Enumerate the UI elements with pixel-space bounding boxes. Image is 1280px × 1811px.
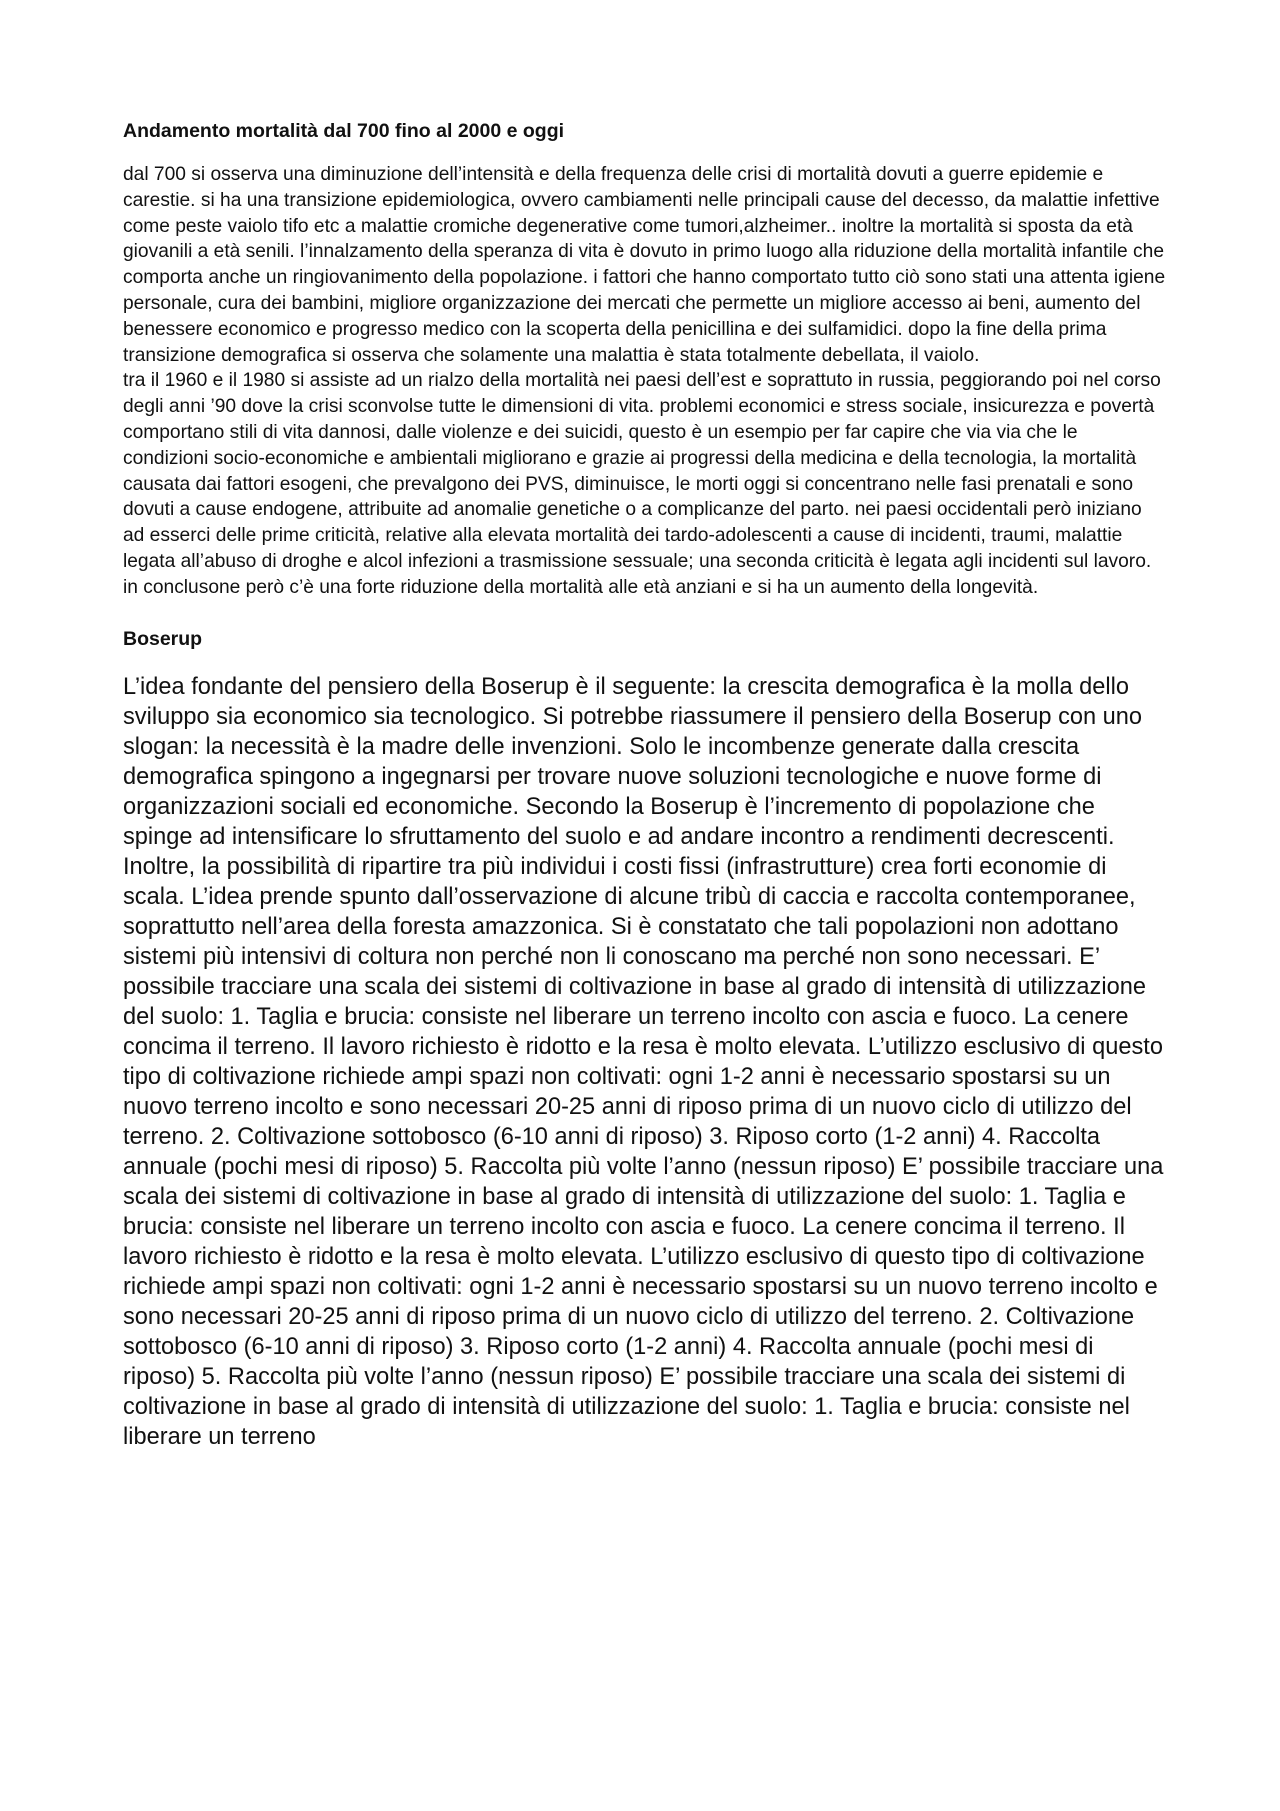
section-title-boserup: Boserup (123, 627, 203, 650)
paragraph-boserup-1: L’idea fondante del pensiero della Boserup è il seguente: la crescita demografica è la molla dello sviluppo sia economico sia tecnologico. Si potrebbe riassumere il pensiero della Boserup con uno slogan: la necessità è la madre delle invenzioni. Solo le incombenze generate dalla crescita demografica spingono a ingegnarsi per trovare nuove soluzioni tecnologiche e nuove forme di organizzazioni sociali ed economiche. Secondo la Boserup è l’incremento di popolazione che spinge ad intensificare lo sfruttamento del suolo e ad andare incontro a rendimenti decrescenti. Inoltre, la possibilità di ripartire tra più individui i costi fissi (infrastrutture) crea forti economie di scala. L’idea prende spunto dall’osservazione di alcune tribù di caccia e raccolta contemporanee, soprattutto nell’area della foresta amazzonica. Si è constatato che tali popolazioni non adottano sistemi più intensivi di coltura non perché non li conoscano ma perché non sono necessari. E’ possibile tracciare una scala dei sistemi di coltivazione in base al grado di intensità di utilizzazione del suolo: 1. Taglia e brucia: consiste nel liberare un terreno incolto con ascia e fuoco. La cenere concima il terreno. Il lavoro richiesto è ridotto e la resa è molto elevata. L’utilizzo esclusivo di questo tipo di coltivazione richiede ampi spazi non coltivati: ogni 1-2 anni è necessario spostarsi su un nuovo terreno incolto e sono necessari 20-25 anni di riposo prima di un nuovo ciclo di utilizzo del terreno. 2. Coltivazione sottobosco (6-10 anni di riposo) 3. Riposo corto (1-2 anni) 4. Raccolta annuale (pochi mesi di riposo) 5. Raccolta più volte l’anno (nessun riposo) E’ possibile tracciare una scala dei sistemi di coltivazione in base al grado di intensità di utilizzazione del suolo: 1. Taglia e brucia: consiste nel liberare un terreno incolto con ascia e fuoco. La cenere concima il terreno. Il lavoro richiesto è ridotto e la resa è molto elevata. L’utilizzo esclusivo di questo tipo di coltivazione richiede ampi spazi non coltivati: ogni 1-2 anni è necessario spostarsi su un nuovo terreno incolto e sono necessari 20-25 anni di riposo prima di un nuovo ciclo di utilizzo del terreno. 2. Coltivazione sottobosco (6-10 anni di riposo) 3. Riposo corto (1-2 anni) 4. Raccolta annuale (pochi mesi di riposo) 5. Raccolta più volte l’anno (nessun riposo) E’ possibile tracciare una scala dei sistemi di coltivazione in base al grado di intensità di utilizzazione del suolo: 1. Taglia e brucia: consiste nel liberare un terreno (123, 673, 1164, 1450)
paragraph-mortalita-2: tra il 1960 e il 1980 si assiste ad un rialzo della mortalità nei paesi dell’est e soprattuto in russia, peggiorando poi nel corso degli anni ’90 dove la crisi sconvolse tutte le dimensioni di vita. problemi economici e stress sociale, insicurezza e povertà comportano stili di vita dannosi, dalle violenze e dei suicidi, questo è un esempio per far capire che via via che le condizioni socio-economiche e ambientali migliorano e grazie ai progressi della medicina e della tecnologia, la mortalità causata dai fattori esogeni, che prevalgono dei PVS, diminuisce, le morti oggi si concentrano nelle fasi prenatali e sono dovuti a cause endogene, attribuite ad anomalie genetiche o a complicanze del parto. nei paesi occidentali però iniziano ad esserci delle prime criticità, relative alla elevata mortalità dei tardo-adolescenti a cause di incidenti, traumi, malattie legata all’abuso di droghe e alcol infezioni a trasmissione sessuale; una seconda criticità è legata agli incidenti sul lavoro. in conclusone però c’è una forte riduzione della mortalità alle età anziani e si ha un aumento della longevità. (123, 370, 1161, 598)
paragraph-mortalita-1: dal 700 si osserva una diminuzione dell’intensità e della frequenza delle crisi di mortalità dovuti a guerre epidemie e carestie. si ha una transizione epidemiologica, ovvero cambiamenti nelle principali cause del decesso, da malattie infettive come peste vaiolo tifo etc a malattie cromiche degenerative come tumori,alzheimer.. inoltre la mortalità si sposta da età giovanili a età senili. l’innalzamento della speranza di vita è dovuto in primo luogo alla riduzione della mortalità infantile che comporta anche un ringiovanimento della popolazione. i fattori che hanno comportato tutto ciò sono stati una attenta igiene personale, cura dei bambini, migliore organizzazione dei mercati che permette un migliore accesso ai beni, aumento del benessere economico e progresso medico con la scoperta della penicillina e dei sulfamidici. dopo la fine della prima transizione demografica si osserva che solamente una malattia è stata totalmente debellata, il vaiolo. (123, 164, 1166, 366)
section-boserup (123, 626, 1168, 1452)
document-page (123, 118, 1168, 1452)
section-title-mortalita: Andamento mortalità dal 700 fino al 2000 e oggi (123, 120, 565, 142)
section-mortalita (123, 118, 1168, 601)
